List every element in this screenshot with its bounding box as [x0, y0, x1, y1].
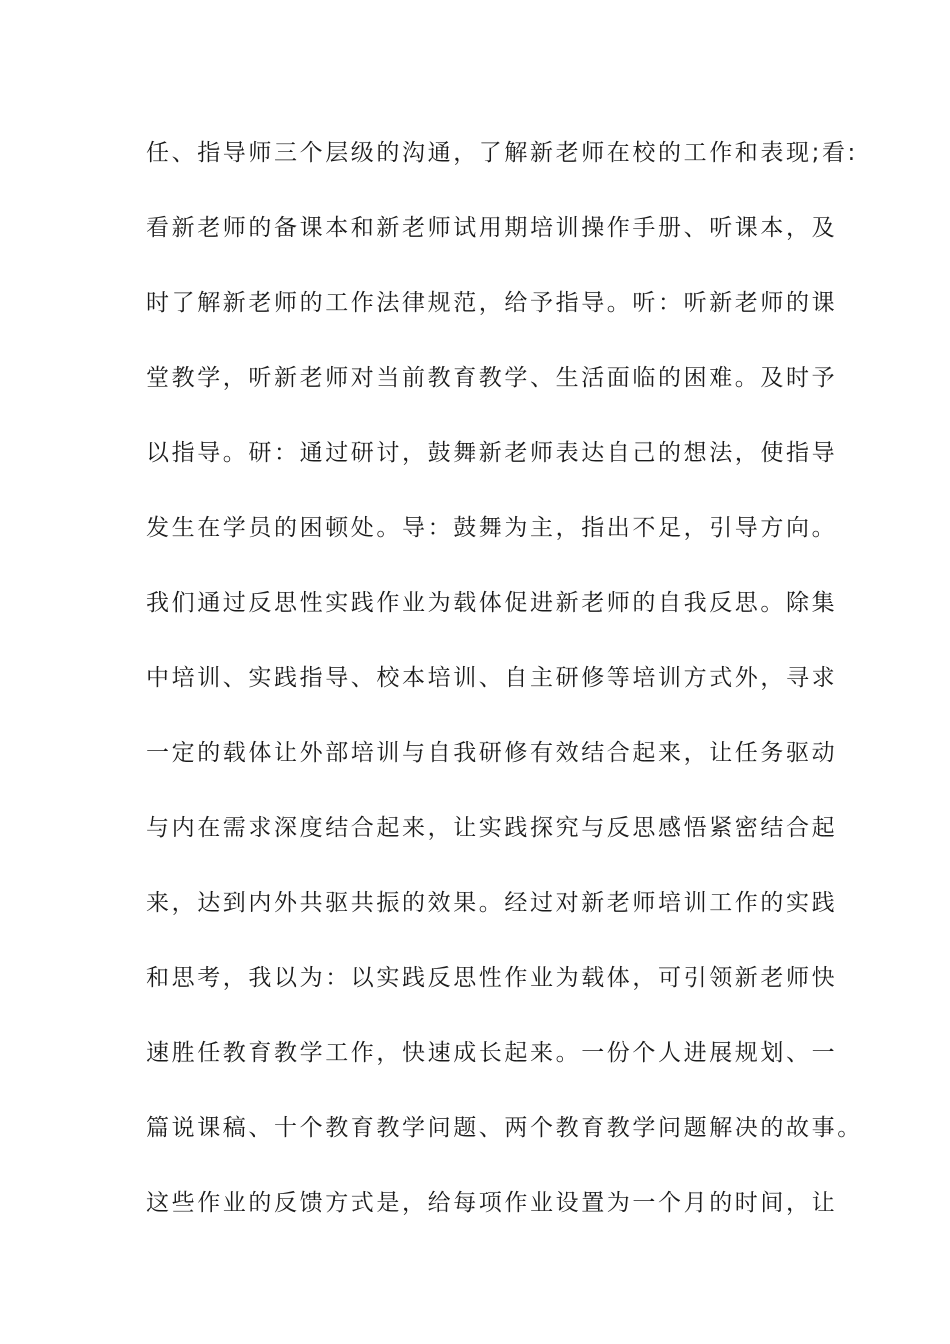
body-text	[146, 128, 863, 1253]
text-line: 以指导。研：通过研讨，鼓舞新老师表达自己的想法，使指导	[146, 440, 838, 466]
text-line: 任、指导师三个层级的沟通，了解新老师在校的工作和表现;看:	[146, 140, 858, 166]
text-line: 堂教学，听新老师对当前教育教学、生活面临的困难。及时予	[146, 365, 838, 391]
text-line: 和思考，我以为：以实践反思性作业为载体，可引领新老师快	[146, 965, 838, 991]
text-line: 来，达到内外共驱共振的效果。经过对新老师培训工作的实践	[146, 890, 838, 916]
text-line: 与内在需求深度结合起来，让实践探究与反思感悟紧密结合起	[146, 815, 838, 841]
text-line: 时了解新老师的工作法律规范，给予指导。听：听新老师的课	[146, 290, 838, 316]
text-line: 中培训、实践指导、校本培训、自主研修等培训方式外，寻求	[146, 665, 838, 691]
text-line: 发生在学员的困顿处。导：鼓舞为主，指出不足，引导方向。	[146, 515, 838, 541]
text-line: 看新老师的备课本和新老师试用期培训操作手册、听课本，及	[146, 215, 838, 241]
text-line: 一定的载体让外部培训与自我研修有效结合起来，让任务驱动	[146, 740, 838, 766]
text-line: 这些作业的反馈方式是，给每项作业设置为一个月的时间，让	[146, 1190, 838, 1216]
text-line: 我们通过反思性实践作业为载体促进新老师的自我反思。除集	[146, 590, 838, 616]
text-line: 速胜任教育教学工作，快速成长起来。一份个人进展规划、一	[146, 1040, 838, 1066]
text-line: 篇说课稿、十个教育教学问题、两个教育教学问题解决的故事。	[146, 1115, 863, 1141]
